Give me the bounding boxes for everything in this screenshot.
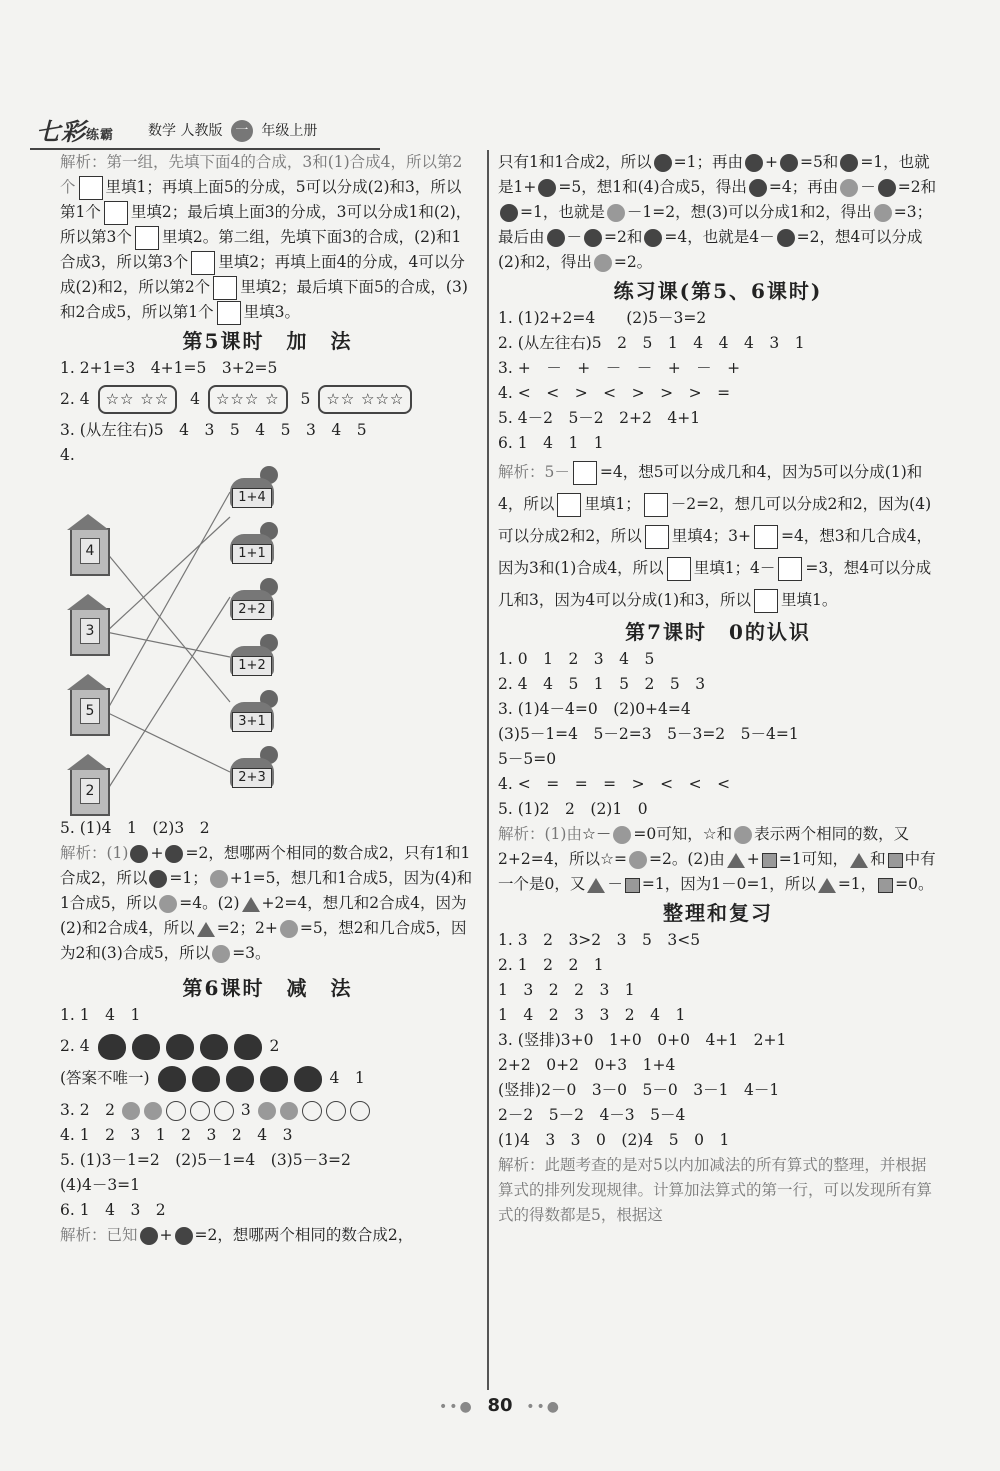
answer-box: [191, 251, 215, 275]
answer-line: 2－2 5－2 4－3 5－4: [498, 1106, 686, 1124]
answer-line: 3. (1)4－4=0 (2)0+4=4: [498, 700, 691, 718]
grade-badge: 一: [231, 120, 253, 142]
answer-box: [79, 176, 103, 200]
bird-expression: 2+2: [230, 590, 286, 624]
answer-line: 2. 4 4 5 1 5 2 5 3: [498, 675, 706, 693]
analysis-paragraph: 解析：已知 + =2，想哪两个相同的数合成2，: [60, 1226, 414, 1244]
answer-line: 1. 0 1 2 3 4 5: [498, 650, 655, 668]
answer-line: 5. (1)2 2 (2)1 0: [498, 800, 648, 818]
bird-expression: 1+1: [230, 534, 286, 568]
answer-line: 1. (1)2+2=4 (2)5－3=2: [498, 309, 707, 327]
section-title: 整理和复习: [663, 901, 773, 925]
section-title: 第6课时 减 法: [182, 976, 353, 1000]
section-title: 第7课时 0的认识: [625, 620, 811, 644]
answer-line: 3. (竖排)3+0 1+0 0+0 4+1 2+1: [498, 1031, 787, 1049]
house-number: 5: [70, 688, 110, 736]
section-title: 练习课(第5、6课时): [613, 279, 823, 303]
brand-logo: 七彩练霸: [36, 117, 115, 146]
analysis-paragraph: 解析：第一组，先填下面4的合成，3和(1)合成4，所以第2个 里填1；再填上面5的分成，5可以分成(2)和3，所以第1个 里填2；最后填上面3的分成，3可以分成1和(2)，所以第3个 里填2。第二组，先填下面3的合成，(2)和1合成3，所以第3个 里填2；再填上面4的分成，4可以分成(2)和2，所以第2个 里填2；最后填下面5的合成，(3)和2合成5，所以第1个 里填3。: [60, 150, 475, 325]
house-number: 3: [70, 608, 110, 656]
answer-line: (1)4 3 3 0 (2)4 5 0 1: [498, 1131, 730, 1149]
left-column: [60, 150, 475, 1248]
page-header: [30, 108, 380, 150]
answer-line: 1. 2+1=3 4+1=5 3+2=5: [60, 359, 278, 377]
matching-diagram: [60, 472, 320, 812]
answer-line: (竖排)2－0 3－0 5－0 3－1 4－1: [498, 1081, 780, 1099]
answer-line: 3. + － + － － + － +: [498, 359, 741, 377]
answer-line: 4. < = = = > < < <: [498, 775, 731, 793]
answer-line: (答案不唯一) 4 1: [60, 1066, 475, 1092]
answer-line: 1. 3 2 3>2 3 5 3<5: [498, 931, 701, 949]
star-group: ☆☆ ☆☆: [98, 385, 178, 414]
bird-expression: 2+3: [230, 758, 286, 792]
bird-expression: 3+1: [230, 702, 286, 736]
page-number: ••● 80 ••●: [439, 1395, 561, 1416]
house-number: 4: [70, 528, 110, 576]
answer-box: [104, 201, 128, 225]
answer-line: 5－5=0: [498, 750, 557, 768]
answer-line: 3. (从左往右)5 4 3 5 4 5 3 4 5: [60, 421, 367, 439]
book-info: 数学 人教版 一 年级上册: [148, 120, 317, 142]
answer-box: [213, 276, 237, 300]
answer-line: 5. (1)4 1 (2)3 2: [60, 819, 210, 837]
column-divider: [487, 150, 489, 1390]
answer-line: 2. 4 ☆☆ ☆☆ 4 ☆☆☆ ☆ 5 ☆☆ ☆☆☆: [60, 385, 475, 414]
answer-line: 1 4 2 3 3 2 4 1: [498, 1006, 686, 1024]
answer-line: 2+2 0+2 0+3 1+4: [498, 1056, 676, 1074]
answer-line: 2. 1 2 2 1: [498, 956, 604, 974]
answer-line: 2. 4 2: [60, 1034, 475, 1060]
house-number: 2: [70, 768, 110, 816]
section-title: 第5课时 加 法: [182, 329, 353, 353]
answer-line: 1 3 2 2 3 1: [498, 981, 635, 999]
star-group: ☆☆ ☆☆☆: [318, 385, 412, 414]
answer-line: 5. (1)3－1=2 (2)5－1=4 (3)5－3=2: [60, 1151, 351, 1169]
answer-line: 4. 1 2 3 1 2 3 2 4 3: [60, 1126, 293, 1144]
bird-expression: 1+2: [230, 646, 286, 680]
analysis-paragraph: 解析：(1) + =2，想哪两个相同的数合成2，只有1和1合成2，所以 =1； +1=5，想几和1合成5，因为(4)和1合成5，所以 =4。(2) +2=4，想几和2合成4，因为(2)和2合成4，所以 =2；2+ =5，想2和几合成5，因为2和(3)合成5，所以 =3。: [60, 844, 473, 962]
bird-expression: 1+4: [230, 478, 286, 512]
right-column: [498, 150, 938, 1228]
analysis-paragraph: 只有1和1合成2，所以 =1；再由 + =5和 =1，也就是1+ =5，想1和(4)合成5，得出 =4；再由 － =2和=1，也就是 －1=2，想(3)可以分成1和2，得出 =3；最后由 － =2和 =4，也就是4－ =2，想4可以分成(2)和2，得出 =2。: [498, 153, 937, 271]
answer-line: 5. 4－2 5－2 2+2 4+1: [498, 409, 701, 427]
analysis-paragraph: 解析：(1)由☆－ =0可知，☆和 表示两个相同的数，又2+2=4，所以☆= =2。(2)由 + =1可知， 和 中有一个是0，又 － =1，因为1－0=1，所以 =1， =0。: [498, 825, 936, 893]
answer-line: 2. (从左往右)5 2 5 1 4 4 4 3 1: [498, 334, 805, 352]
answer-line: 4. < < > < > > > =: [498, 384, 731, 402]
answer-line: 6. 1 4 3 2: [60, 1201, 166, 1219]
answer-line: 3. 2 2 3: [60, 1098, 475, 1123]
answer-line: (4)4－3=1: [60, 1176, 141, 1194]
answer-line: 6. 1 4 1 1: [498, 434, 604, 452]
answer-box: [135, 226, 159, 250]
analysis-paragraph: 解析：5－ =4，想5可以分成几和4，因为5可以分成(1)和4，所以 里填1； －2=2，想几可以分成2和2，因为(4)可以分成2和2，所以 里填4；3+ =4，想3和几合成4，因为3和(1)合成4，所以 里填1；4－ =3，想4可以分成几和3，因为4可以分成(1)和3，所以 里填1。: [498, 456, 938, 616]
answer-box: [217, 301, 241, 325]
answer-line: 4.: [60, 446, 75, 464]
answer-line: (3)5－1=4 5－2=3 5－3=2 5－4=1: [498, 725, 799, 743]
analysis-paragraph: 解析：此题考查的是对5以内加减法的所有算式的整理，并根据算式的排列发现规律。计算加法算式的第一行，可以发现所有算式的得数都是5，根据这: [498, 1156, 933, 1224]
star-group: ☆☆☆ ☆: [208, 385, 288, 414]
answer-line: 1. 1 4 1: [60, 1006, 141, 1024]
